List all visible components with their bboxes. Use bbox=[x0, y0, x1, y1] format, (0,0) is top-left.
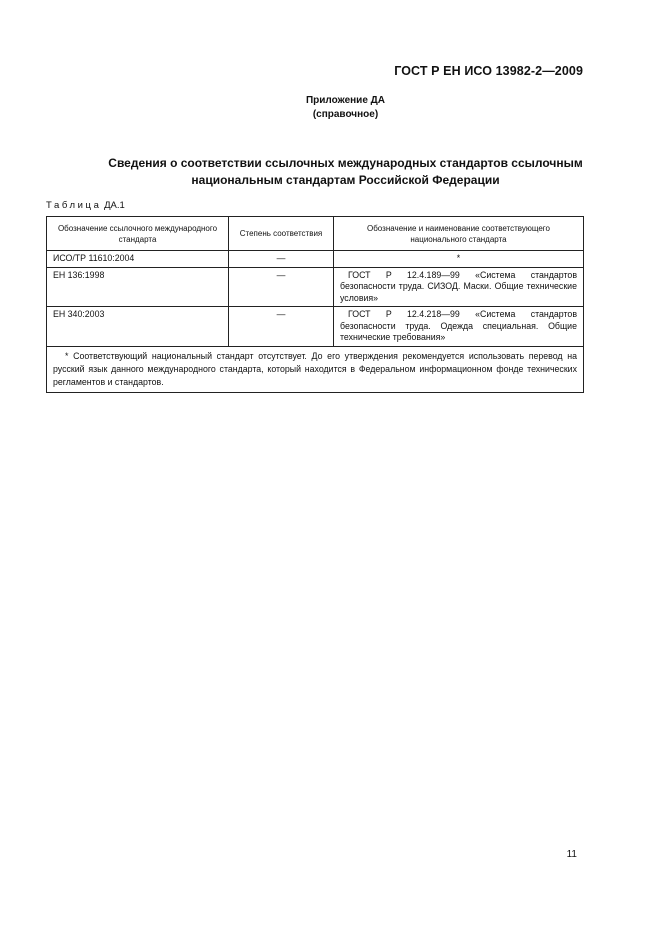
section-title bbox=[0, 155, 661, 189]
section-title-line-1: Сведения о соответствии ссылочных международных стандартов ссылочным bbox=[108, 156, 583, 170]
cell-degree: — bbox=[229, 251, 334, 268]
table-row bbox=[47, 251, 584, 268]
table-caption bbox=[46, 200, 125, 211]
annex-title: Приложение ДА bbox=[305, 95, 386, 106]
cell-international-standard: ИСО/ТР 11610:2004 bbox=[47, 251, 229, 268]
document-code: ГОСТ Р ЕН ИСО 13982-2—2009 bbox=[394, 64, 583, 78]
table-row bbox=[47, 307, 584, 347]
cell-degree: — bbox=[229, 307, 334, 347]
cell-degree: — bbox=[229, 267, 334, 307]
table-caption-word: Таблица bbox=[46, 200, 102, 211]
annex-subtitle: (справочное) bbox=[312, 109, 379, 120]
table-header-row bbox=[47, 217, 584, 251]
annex-heading bbox=[0, 94, 661, 122]
table-footnote: * Соответствующий национальный стандарт отсутствует. До его утверждения рекомендуется использовать перевод на русский язык данного международного стандарта, который находится в Федеральном информационном фонде технических регламентов и стандартов. bbox=[47, 346, 584, 392]
cell-national-standard: ГОСТ Р 12.4.218—99 «Система стандартов безопасности труда. Одежда специальная. Общие технические требования» bbox=[334, 307, 584, 347]
table-row bbox=[47, 267, 584, 307]
table-footnote-row bbox=[47, 346, 584, 392]
section-title-line-2: национальным стандартам Российской Федерации bbox=[191, 173, 500, 187]
cell-international-standard: ЕН 136:1998 bbox=[47, 267, 229, 307]
cell-national-standard: ГОСТ Р 12.4.189—99 «Система стандартов безопасности труда. СИЗОД. Маски. Общие технические условия» bbox=[334, 267, 584, 307]
table-caption-number: ДА.1 bbox=[104, 200, 125, 211]
cell-national-standard: * bbox=[334, 251, 584, 268]
header-national-standard: Обозначение и наименование соответствующего национального стандарта bbox=[334, 217, 584, 251]
reference-standards-table bbox=[46, 216, 584, 393]
header-international-standard: Обозначение ссылочного международного стандарта bbox=[47, 217, 229, 251]
cell-international-standard: ЕН 340:2003 bbox=[47, 307, 229, 347]
header-degree-of-correspondence: Степень соответствия bbox=[229, 217, 334, 251]
page-number: 11 bbox=[566, 849, 577, 860]
